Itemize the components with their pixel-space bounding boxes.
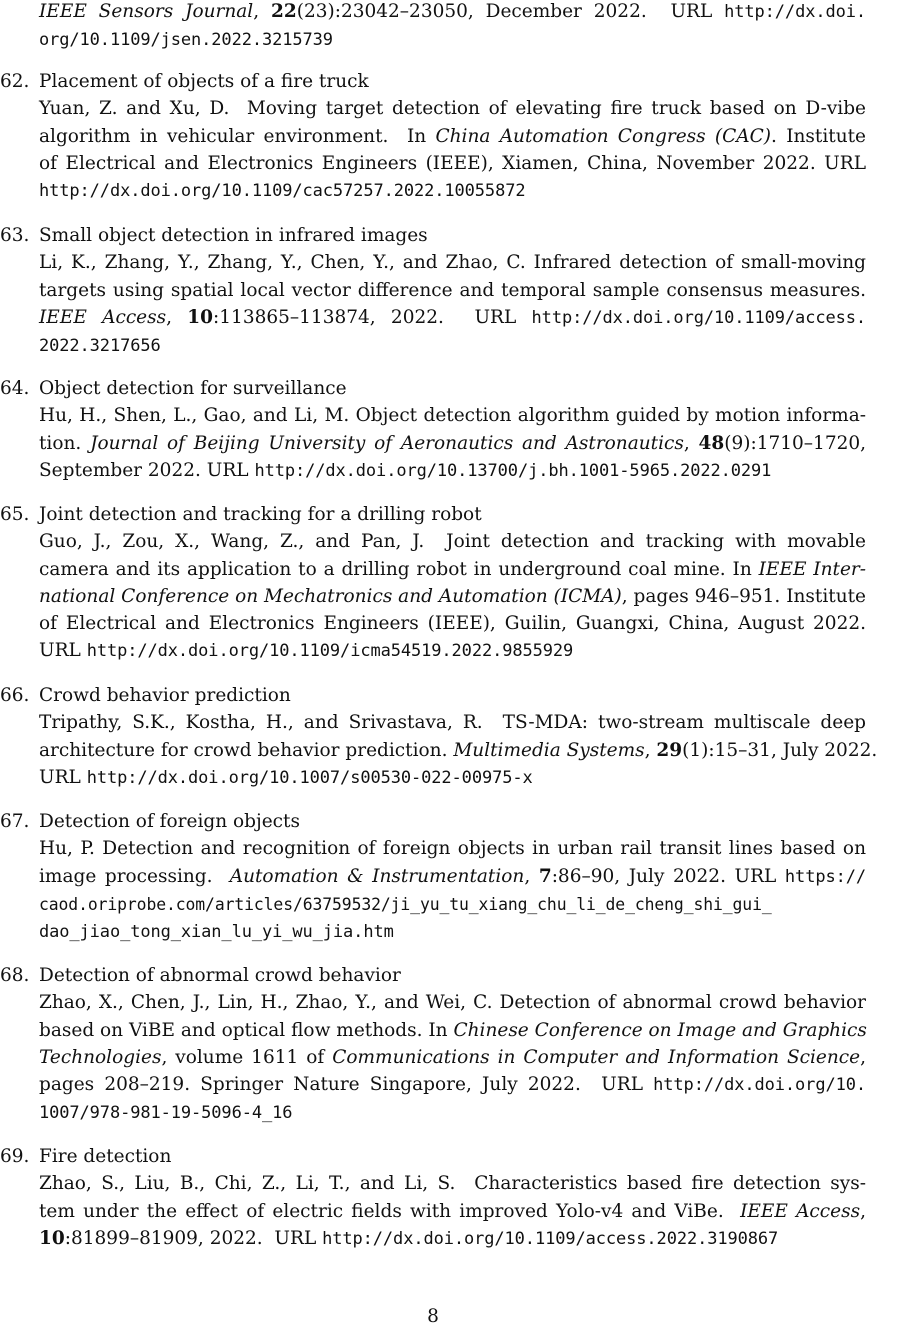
doi-link-cont[interactable]: org/10.1109/jsen.2022.3215739 — [39, 30, 333, 51]
doi-link[interactable]: http://dx.doi. — [724, 2, 867, 22]
reference-item: 68. Detection of abnormal crowd behavior Zhao, X., Chen, J., Lin, H., Zhao, Y., and Wei, C. Detection of abnormal crowd behavior based on ViBE and optical flow methods. In Chinese Conference on Image and Graphics Technologies, volume 1611 of Communications in Computer and Information Science, pages 208–219. Springer Nature Singapore, July 2022. URL http://dx.doi.org/10. 1007/978-981-19-5096-4_16 — [0, 962, 866, 1128]
reference-item: 64. Object detection for surveillance Hu, H., Shen, L., Gao, and Li, M. Object detection algorithm guided by motion informa- tion. Journal of Beijing University of Aeronautics and Astronautics, 48(9):1710–1720, September 2022. URL http://dx.doi.org/10.13700/j.bh.1001-5965.2022.0291 — [0, 375, 866, 485]
url-link-cont[interactable]: dao_jiao_tong_xian_lu_yi_wu_jia.htm — [39, 922, 394, 943]
doi-link[interactable]: http://dx.doi.org/10.1109/access. — [531, 307, 866, 328]
reference-topic: Joint detection and tracking for a drilling robot — [39, 504, 482, 525]
reference-topic: Placement of objects of a fire truck — [39, 71, 369, 92]
doi-link-cont[interactable]: 2022.3217656 — [39, 336, 161, 357]
doi-link[interactable]: http://dx.doi.org/10.1109/access.2022.3190867 — [322, 1228, 779, 1249]
doi-link[interactable]: http://dx.doi.org/10.1109/cac57257.2022.10055872 — [39, 181, 526, 202]
doi-link[interactable]: http://dx.doi.org/10.1007/s00530-022-00975-x — [86, 767, 533, 788]
reference-number: 62. — [0, 71, 30, 92]
reference-item: 69. Fire detection Zhao, S., Liu, B., Chi, Z., Li, T., and Li, S. Characteristics based fire detection sys- tem under the effect of electric fields with improved Yolo-v4 and ViBe. IEEE Access, 10:81899–81909, 2022. URL http://dx.doi.org/10.1109/access.2022.3190867 — [0, 1143, 866, 1253]
reference-number: 63. — [0, 225, 30, 246]
journal-name: IEEE Sensors Journal — [39, 1, 254, 22]
reference-number: 67. — [0, 811, 30, 832]
doi-link-cont[interactable]: 1007/978-981-19-5096-4_16 — [39, 1103, 293, 1124]
reference-number: 64. — [0, 378, 30, 399]
reference-number: 68. — [0, 965, 30, 986]
url-link-cont[interactable]: caod.oriprobe.com/articles/63759532/ji_yu_tu_xiang_chu_li_de_cheng_shi_gui_ — [39, 894, 772, 914]
reference-topic: Detection of abnormal crowd behavior — [39, 965, 401, 986]
reference-topic: Small object detection in infrared images — [39, 225, 428, 246]
reference-topic: Crowd behavior prediction — [39, 685, 291, 706]
reference-item: 65. Joint detection and tracking for a drilling robot Guo, J., Zou, X., Wang, Z., and Pan, J. Joint detection and tracking with movable camera and its application to a drilling robot in underground coal mine. In IEEE Inter- national Conference on Mechatronics and Automation (ICMA), pages 946–951. Institute of Electrical and Electronics Engineers (IEEE), Guilin, Guangxi, China, August 2022. URL http://dx.doi.org/10.1109/icma54519.2022.9855929 — [0, 501, 866, 666]
reference-item: 63. Small object detection in infrared images Li, K., Zhang, Y., Zhang, Y., Chen, Y., and Zhao, C. Infrared detection of small-moving targets using spatial local vector difference and temporal sample consensus measures. IEEE Access, 10:113865–113874, 2022. URL http://dx.doi.org/10.1109/access. 2022.3217656 — [0, 222, 866, 360]
reference-number: 69. — [0, 1146, 30, 1167]
doi-link[interactable]: http://dx.doi.org/10.13700/j.bh.1001-5965.2022.0291 — [254, 460, 772, 481]
reference-topic: Object detection for surveillance — [39, 378, 347, 399]
volume: 22 — [270, 1, 297, 22]
reference-number: 65. — [0, 504, 30, 525]
reference-item: 66. Crowd behavior prediction Tripathy, S.K., Kostha, H., and Srivastava, R. TS-MDA: two-stream multiscale deep architecture for crowd behavior prediction. Multimedia Systems, 29(1):15–31, July 2022. URL http://dx.doi.org/10.1007/s00530-022-00975-x — [0, 682, 866, 792]
doi-link[interactable]: http://dx.doi.org/10. — [653, 1075, 866, 1096]
doi-link[interactable]: http://dx.doi.org/10.1109/icma54519.2022.9855929 — [86, 641, 574, 662]
reference-number: 66. — [0, 685, 30, 706]
reference-item: 67. Detection of foreign objects Hu, P. Detection and recognition of foreign objects in urban rail transit lines based on image processing. Automation & Instrumentation, 7:86–90, July 2022. URL https:// caod.oriprobe.com/articles/63759532/ji_yu_tu_xiang_chu_li_de_cheng_shi_gui_ dao_jiao_tong_xian_lu_yi_wu_jia.htm — [0, 808, 866, 946]
reference-topic: Fire detection — [39, 1146, 172, 1167]
url-link[interactable]: https:// — [784, 866, 867, 887]
page-number: 8 — [427, 1306, 439, 1327]
reference-continuation: IEEE Sensors Journal, 22(23):23042–23050, December 2022. URL http://dx.doi. org/10.1109/jsen.2022.3215739 — [39, 1, 867, 51]
reference-topic: Detection of foreign objects — [39, 811, 300, 832]
reference-item: 62. Placement of objects of a fire truck Yuan, Z. and Xu, D. Moving target detection of elevating fire truck based on D-vibe algorithm in vehicular environment. In China Automation Congress (CAC). Institute of Electrical and Electronics Engineers (IEEE), Xiamen, China, November 2022. URL http://dx.doi.org/10.1109/cac57257.2022.10055872 — [0, 68, 866, 205]
